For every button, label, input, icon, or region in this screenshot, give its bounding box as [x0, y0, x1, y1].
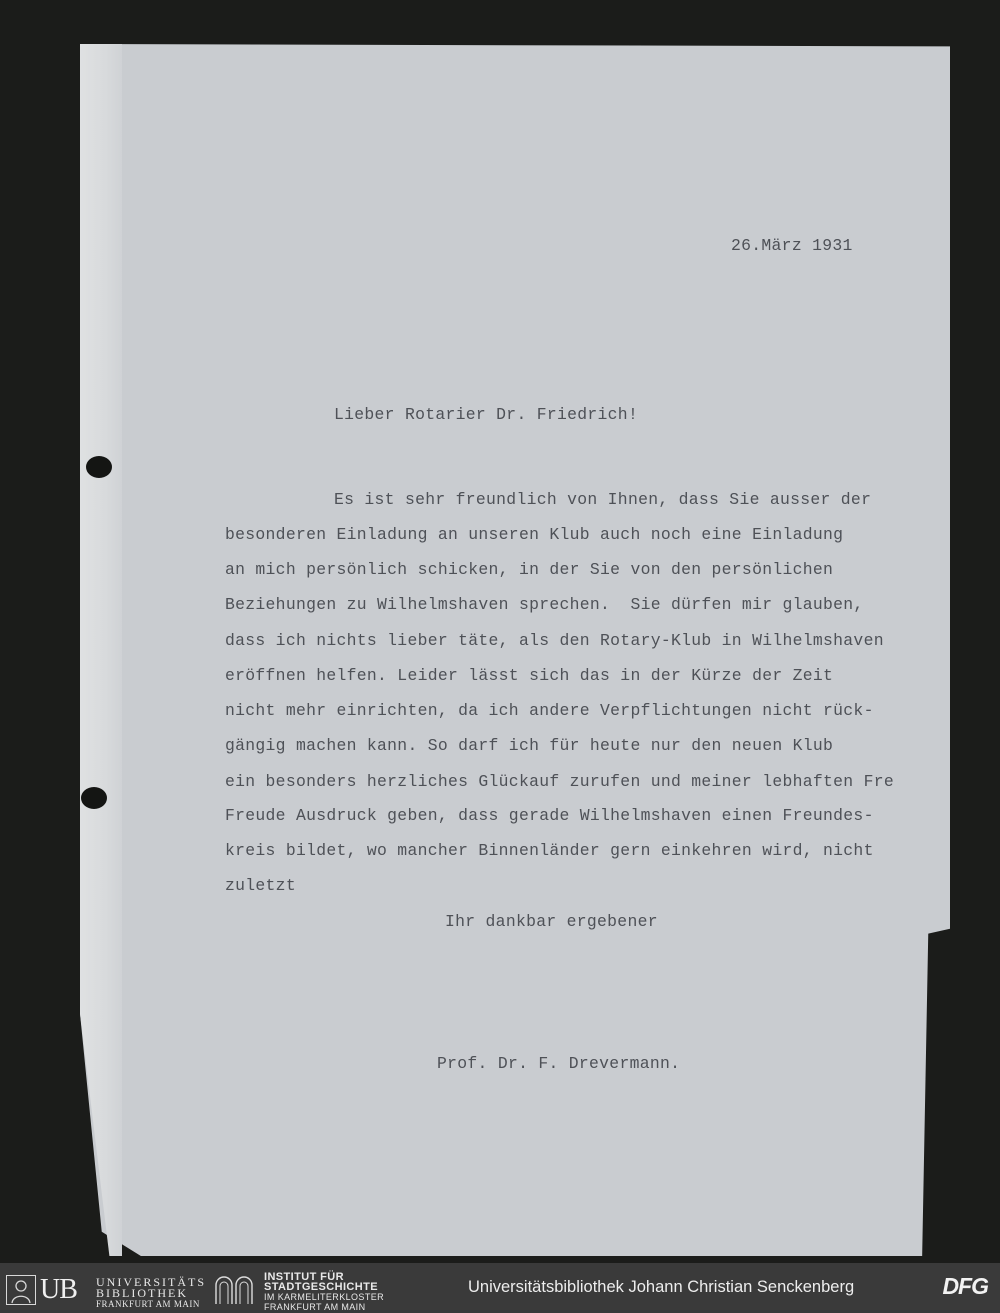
letter-body-line: dass ich nichts lieber täte, als den Rotary-Klub in Wilhelmshaven: [225, 631, 884, 650]
letter-body-line: ein besonders herzliches Glückauf zurufen und meiner lebhaften Fre: [225, 772, 894, 791]
letter-body-line: besonderen Einladung an unseren Klub auch noch eine Einladung: [225, 525, 844, 544]
letter-closing: Ihr dankbar ergebener: [445, 912, 658, 931]
letter-body-line: Freude Ausdruck geben, dass gerade Wilhelmshaven einen Freundes-: [225, 806, 874, 825]
punch-hole-bottom: [81, 787, 107, 809]
letter-body-line: Es ist sehr freundlich von Ihnen, dass Sie ausser der: [334, 490, 872, 509]
dfg-logo: DFG: [942, 1273, 988, 1299]
ub-logo: [6, 1275, 90, 1305]
letter-body-line: Beziehungen zu Wilhelmshaven sprechen. Sie dürfen mir glauben,: [225, 595, 864, 614]
isg-line1: INSTITUT FÜR: [264, 1271, 344, 1283]
letter-body-line: kreis bildet, wo mancher Binnenländer gern einkehren wird, nicht: [225, 841, 874, 860]
letter-sheet: [80, 44, 950, 1256]
letter-body-line: zuletzt: [225, 876, 296, 895]
letter-body-line: gängig machen kann. So darf ich für heute nur den neuen Klub: [225, 736, 834, 755]
letter-signature: Prof. Dr. F. Drevermann.: [437, 1054, 681, 1073]
letter-date: 26.März 1931: [731, 236, 853, 255]
letter-body-line: an mich persönlich schicken, in der Sie von den persönlichen: [225, 560, 834, 579]
ub-text: [96, 1277, 206, 1310]
ub-line2: BIBLIOTHEK: [96, 1286, 188, 1300]
ub-line3: FRANKFURT AM MAIN: [96, 1299, 200, 1309]
isg-text: [264, 1272, 384, 1312]
letter-body-line: nicht mehr einrichten, da ich andere Verpflichtungen nicht rück-: [225, 701, 874, 720]
ub-portrait-icon: [6, 1275, 36, 1305]
ub-line1: UNIVERSITÄTS: [96, 1275, 206, 1289]
isg-line2: STADTGESCHICHTE: [264, 1281, 378, 1293]
isg-line4: FRANKFURT AM MAIN: [264, 1302, 366, 1312]
letter-salutation: Lieber Rotarier Dr. Friedrich!: [334, 405, 639, 424]
letter-body-line: eröffnen helfen. Leider lässt sich das in der Kürze der Zeit: [225, 666, 834, 685]
ub-letters: UB: [40, 1274, 77, 1305]
footer-bar: [0, 1263, 1000, 1313]
isg-line3: IM KARMELITERKLOSTER: [264, 1292, 385, 1302]
library-name: Universitätsbibliothek Johann Christian Senckenberg: [468, 1278, 855, 1296]
punch-hole-top: [86, 456, 112, 478]
isg-arches-icon: [214, 1273, 258, 1305]
